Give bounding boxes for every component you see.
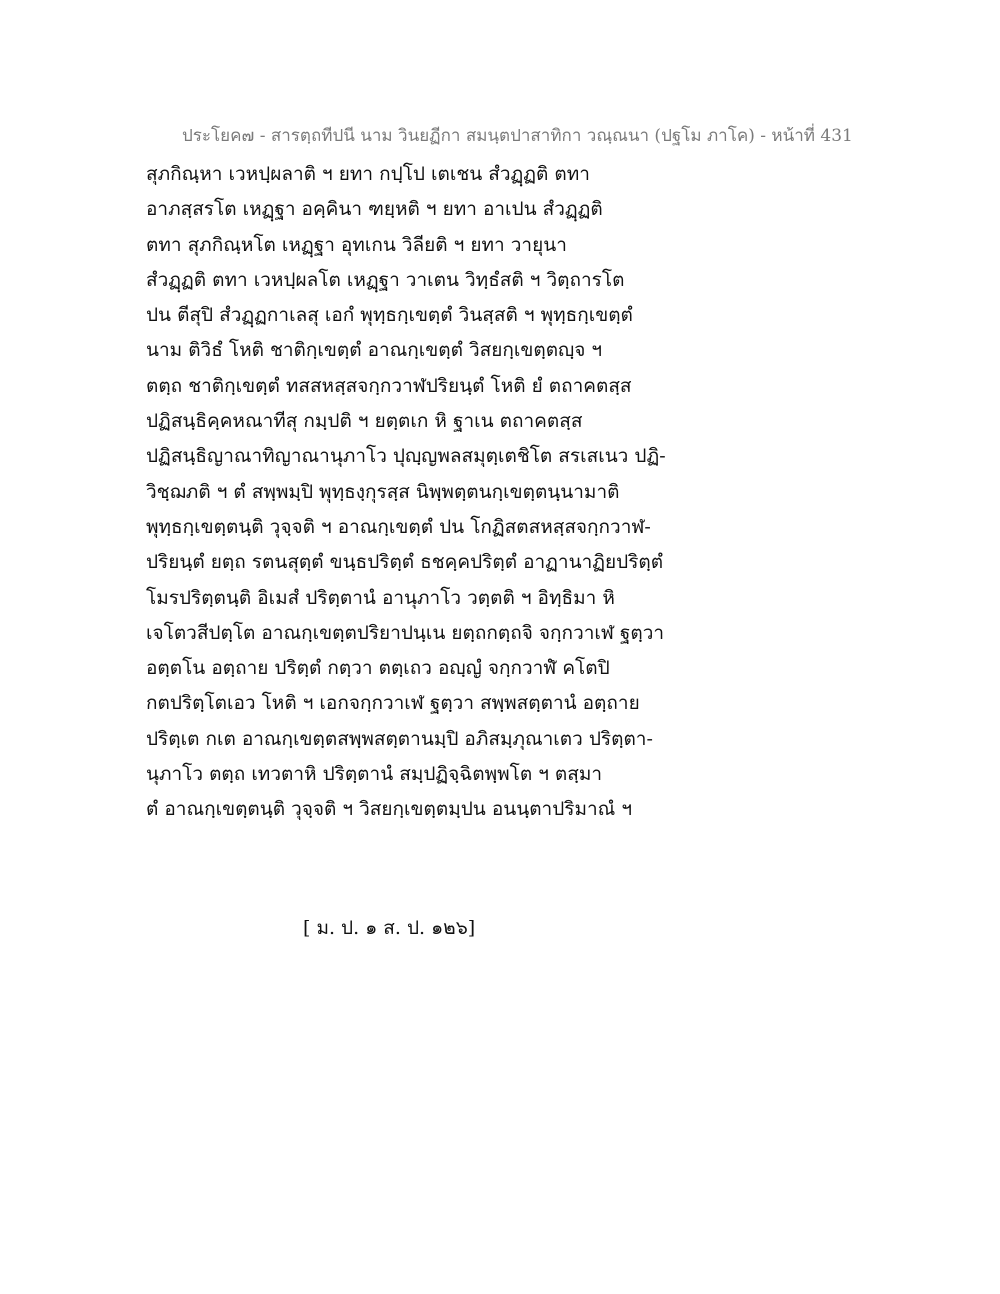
text-line: โมรปริตฺตนฺติ อิเมสํ ปริตฺตานํ อานุภาโว วตฺตติ ฯ อิทฺธิมา หิ [146,586,615,609]
text-line: ตทา สุภกิณฺหโต เหฏฺฐา อุทเกน วิลียติ ฯ ยทา วายุนา [146,233,567,256]
text-line: กตปริตฺโตเอว โหติ ฯ เอกจกฺกวาเฬ ฐตฺวา สพฺพสตฺตานํ อตฺถาย [146,692,640,715]
text-line: อตฺตโน อตฺถาย ปริตฺตํ กตฺวา ตตฺเถว อญฺญํ จกฺกวาฬํ คโตปิ [146,657,610,680]
running-header: ประโยค๗ - สารตฺถทีปนี นาม วินยฏีกา สมนฺตปาสาทิกา วณฺณนา (ปฐโม ภาโค) - หน้าที่ 431 [182,126,853,146]
text-line: ปริตฺเต กเต อาณกฺเขตฺตสพฺพสตฺตานมฺปิ อภิสมฺภุณาเตว ปริตฺตา- [146,727,653,750]
text-line: ปริยนฺตํ ยตฺถ รตนสุตฺตํ ขนฺธปริตฺตํ ธชคฺคปริตฺตํ อาฏานาฏิยปริตฺตํ [146,551,664,574]
text-line: ปน ตีสุปิ สํวฏฺฏกาเลสุ เอกํ พุทฺธกฺเขตฺตํ วินสฺสติ ฯ พุทฺธกฺเขตฺตํ [146,304,633,327]
source-reference: [ ม. ป. ๑ ส. ป. ๑๒๖] [303,917,476,939]
text-line: นาม ติวิธํ โหติ ชาติกฺเขตฺตํ อาณกฺเขตฺตํ วิสยกฺเขตฺตญฺจ ฯ [146,339,603,362]
text-line: ตํ อาณกฺเขตฺตนฺติ วุจฺจติ ฯ วิสยกฺเขตฺตมฺปน อนนฺตาปริมาณํ ฯ [146,798,633,821]
text-line: วิชฺฌภติ ฯ ตํ สพฺพมฺปิ พุทฺธงฺกุรสฺส นิพฺพตฺตนกฺเขตฺตนฺนามาติ [146,480,620,503]
text-line: นุภาโว ตตฺถ เทวตาหิ ปริตฺตานํ สมฺปฏิจฺฉิตพฺพโต ฯ ตสฺมา [146,763,603,786]
text-line: ตตฺถ ชาติกฺเขตฺตํ ทสสหสฺสจกฺกวาฬปริยนฺตํ โหติ ยํ ตถาคตสฺส [146,374,632,397]
text-line: พุทฺธกฺเขตฺตนฺติ วุจฺจติ ฯ อาณกฺเขตฺตํ ปน โกฏิสตสหสฺสจกฺกวาฬ- [146,515,651,538]
text-line: สุภกิณฺหา เวหปฺผลาติ ฯ ยทา กปฺโป เตเชน สํวฏฺฏติ ตทา [146,163,590,185]
text-line: เจโตวสีปตฺโต อาณกฺเขตฺตปริยาปนฺเน ยตฺถกตฺถจิ จกฺกวาเฬ ฐตฺวา [146,621,665,644]
text-line: สํวฏฺฏติ ตทา เวหปฺผลโต เหฏฺฐา วาเตน วิทฺธํสติ ฯ วิตฺถารโต [146,268,625,291]
text-line: ปฏิสนฺธิญาณาทิญาณานุภาโว ปุญฺญพลสมุตฺเตชิโต สรเสเนว ปฏิ- [146,445,666,468]
text-line: อาภสฺสรโต เหฏฺฐา อคฺคินา ฑยฺหติ ฯ ยทา อาเปน สํวฏฺฏติ [146,198,603,221]
text-line: ปฏิสนฺธิคฺคหณาทีสุ กมฺปติ ฯ ยตฺตเก หิ ฐาเน ตถาคตสฺส [146,410,583,433]
body-text [146,157,686,828]
